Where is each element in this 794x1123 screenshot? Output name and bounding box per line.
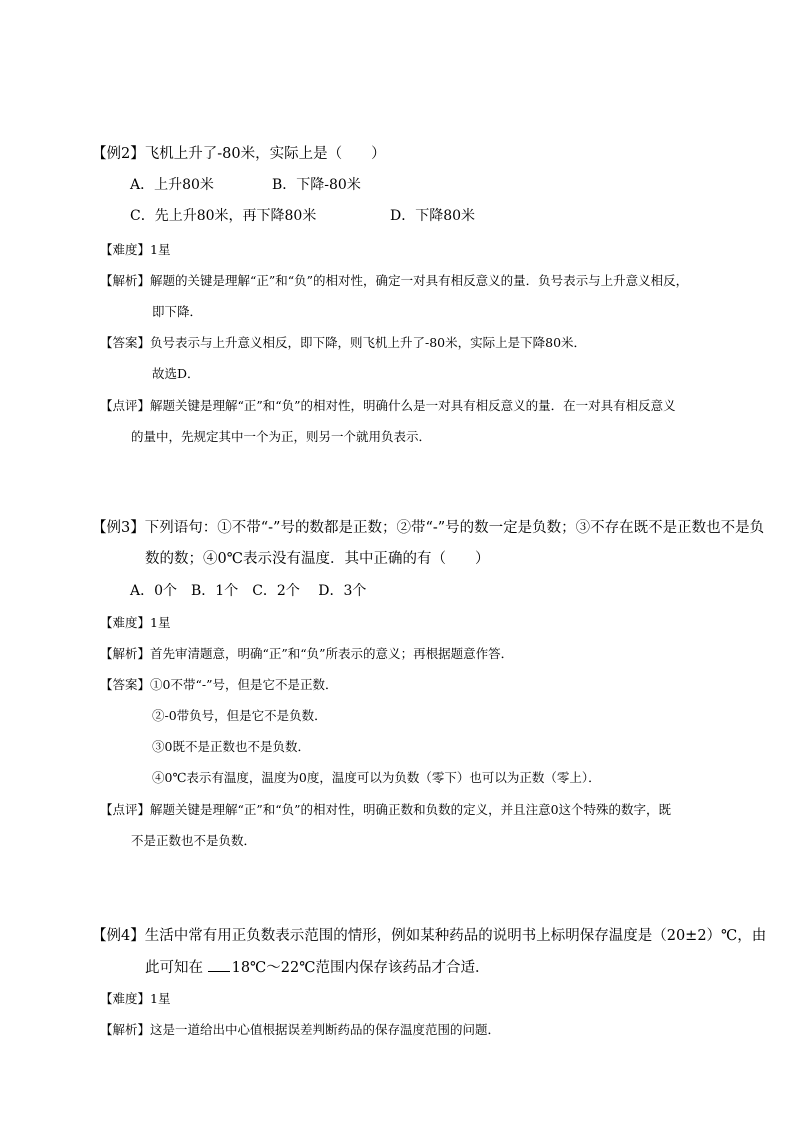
- example3-options: A．0个 B．1个 C．2个 D．3个: [130, 583, 367, 599]
- example2-answer: 【答案】负号表示与上升意义相反，即下降，则飞机上升了-80米，实际上是下降80米．: [100, 335, 587, 350]
- example2-option-b: B．下降-80米: [272, 177, 361, 193]
- example2-analysis: 【解析】解题的关键是理解“正”和“负”的相对性，确定一对具有相反意义的量．负号表示与上升意义相反，: [100, 273, 689, 288]
- example4-question-prefix: 此可知在: [145, 960, 203, 976]
- example2-difficulty: 【难度】1星: [100, 242, 171, 257]
- example3-question-cont: 数的数；④0℃表示没有温度．其中正确的有（ ）: [145, 551, 490, 567]
- example4-question-answer: 18℃～22℃范围内保存该药品才合适．: [231, 960, 490, 976]
- fill-in-blank: [208, 957, 230, 972]
- example4-analysis: 【解析】这是一道给出中心值根据误差判断药品的保存温度范围的问题．: [100, 1022, 501, 1037]
- example2-option-c: C．先上升80米，再下降80米: [130, 208, 317, 224]
- example4-question-cont: [145, 957, 489, 978]
- example3-answer-3: ③0既不是正数也不是负数．: [152, 739, 310, 754]
- example3-comment: 【点评】解题关键是理解“正”和“负”的相对性，明确正数和负数的定义，并且注意0这个特殊的数字，既: [100, 802, 672, 817]
- example4-question: 【例4】生活中常有用正负数表示范围的情形，例如某种药品的说明书上标明保存温度是（20±2）℃，由: [92, 928, 767, 944]
- example3-answer-2: ②-0带负号，但是它不是负数．: [152, 708, 327, 723]
- example2-comment-cont: 的量中，先规定其中一个为正，则另一个就用负表示．: [131, 429, 432, 444]
- example3-question: 【例3】下列语句：①不带“-”号的数都是正数；②带“-”号的数一定是负数；③不存在既不是正数也不是负: [92, 520, 765, 536]
- example3-answer-4: ④0℃表示有温度，温度为0度，温度可以为负数（零下）也可以为正数（零上）．: [152, 770, 601, 785]
- example3-difficulty: 【难度】1星: [100, 615, 171, 630]
- example3-comment-cont: 不是正数也不是负数．: [131, 833, 257, 848]
- example3-analysis: 【解析】首先审清题意，明确“正”和“负”所表示的意义；再根据题意作答．: [100, 646, 514, 661]
- example4-difficulty: 【难度】1星: [100, 991, 171, 1006]
- example2-option-d: D．下降80米: [390, 208, 476, 224]
- example2-analysis-cont: 即下降．: [152, 304, 203, 319]
- example2-option-a: A．上升80米: [130, 177, 214, 193]
- example2-comment: 【点评】解题关键是理解“正”和“负”的相对性，明确什么是一对具有相反意义的量．在一对具有相反意义: [100, 398, 676, 413]
- example3-answer: 【答案】①0不带“-”号，但是它不是正数．: [100, 677, 338, 692]
- example2-answer-cont: 故选D．: [152, 366, 200, 381]
- example2-question: 【例2】飞机上升了-80米，实际上是（ ）: [92, 146, 386, 162]
